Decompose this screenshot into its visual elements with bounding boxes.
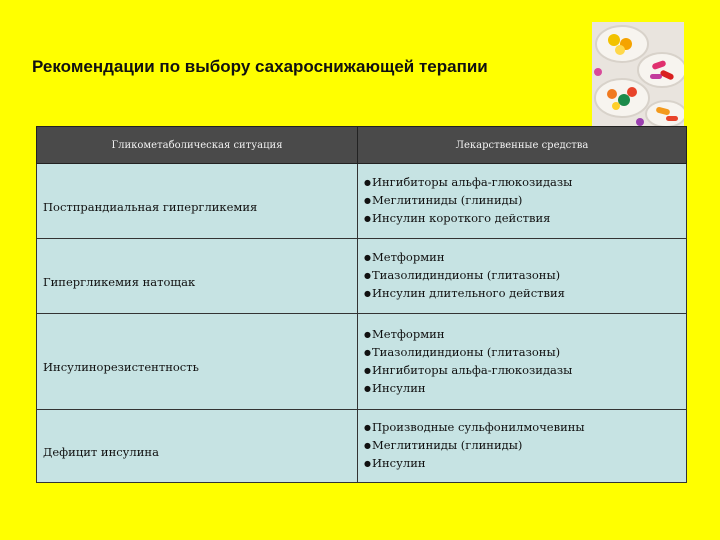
drug-item: ●Метформин bbox=[364, 326, 445, 341]
table-row bbox=[37, 314, 687, 410]
bullet-icon: ● bbox=[364, 383, 371, 393]
bullet-icon: ● bbox=[364, 423, 371, 432]
bullet-icon: ● bbox=[364, 329, 371, 339]
drug-item: ●Ингибиторы альфа-глюкозидазы bbox=[364, 362, 573, 377]
drug-item: ●Инсулин bbox=[364, 380, 426, 395]
drug-item: ●Метформин bbox=[364, 250, 445, 264]
drugs-cell bbox=[358, 239, 687, 314]
bullet-icon: ● bbox=[364, 178, 371, 187]
bullet-icon: ● bbox=[364, 253, 371, 262]
drug-item: ●Инсулин короткого действия bbox=[364, 211, 551, 225]
table-row bbox=[37, 239, 687, 314]
drug-item: ●Тиазолидиндионы (глитазоны) bbox=[364, 268, 561, 282]
bullet-icon: ● bbox=[364, 365, 371, 375]
bullet-icon: ● bbox=[364, 214, 371, 223]
table-row bbox=[37, 164, 687, 239]
drug-item: ●Производные сульфонилмочевины bbox=[364, 420, 585, 434]
column-header-drugs: Лекарственные средства bbox=[358, 127, 687, 164]
slide-title: Рекомендации по выбору сахароснижающей терапии bbox=[32, 57, 488, 76]
drug-item: ●Инсулин bbox=[364, 456, 426, 470]
table-header-row bbox=[37, 127, 687, 164]
bullet-icon: ● bbox=[364, 271, 371, 280]
situation-cell bbox=[37, 164, 358, 239]
bullet-icon: ● bbox=[364, 196, 371, 205]
situation-cell bbox=[37, 314, 358, 410]
situation-text: Постпрандиальная гипергликемия bbox=[43, 199, 258, 214]
situation-cell bbox=[37, 239, 358, 314]
drug-item: ●Тиазолидиндионы (глитазоны) bbox=[364, 344, 561, 359]
column-header-situation: Гликометаболическая ситуация bbox=[37, 127, 358, 164]
bullet-icon: ● bbox=[364, 347, 371, 357]
drug-item: ●Меглитиниды (глиниды) bbox=[364, 193, 523, 207]
bullet-icon: ● bbox=[364, 459, 371, 468]
drugs-cell bbox=[358, 410, 687, 483]
drugs-cell bbox=[358, 164, 687, 239]
bullet-icon: ● bbox=[364, 289, 371, 298]
situation-text: Инсулинорезистентность bbox=[43, 360, 199, 374]
drug-item: ●Ингибиторы альфа-глюкозидазы bbox=[364, 175, 573, 189]
situation-cell bbox=[37, 410, 358, 483]
drugs-cell bbox=[358, 314, 687, 410]
situation-text: Дефицит инсулина bbox=[43, 444, 159, 459]
therapy-table bbox=[36, 126, 687, 483]
pills-photo-icon bbox=[592, 22, 684, 126]
drug-item: ●Инсулин длительного действия bbox=[364, 286, 565, 300]
situation-text: Гипергликемия натощак bbox=[43, 274, 196, 289]
table-row bbox=[37, 410, 687, 483]
drug-item: ●Меглитиниды (глиниды) bbox=[364, 438, 523, 452]
bullet-icon: ● bbox=[364, 441, 371, 450]
